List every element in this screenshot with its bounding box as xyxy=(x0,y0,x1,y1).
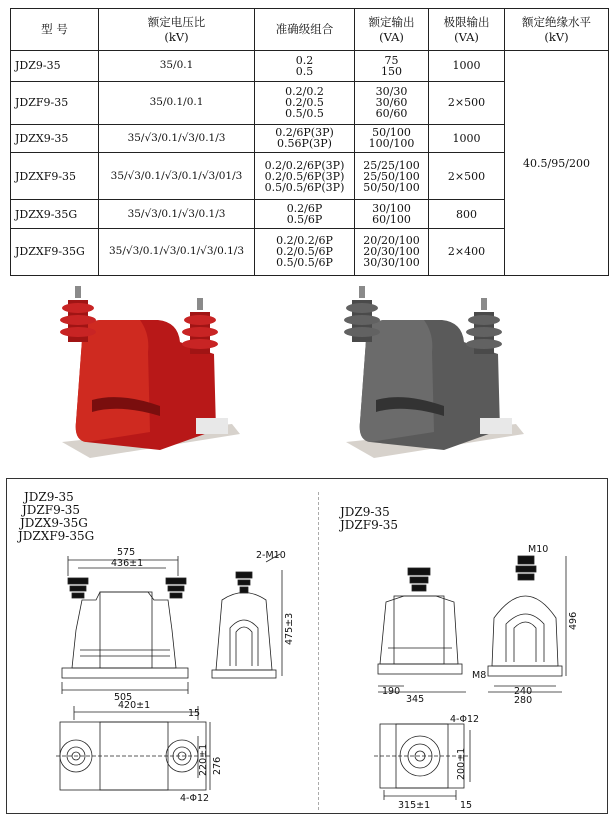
header-limit-output: 极限输出 (VA) xyxy=(429,9,505,51)
cell-rated-output: 50/100 100/100 xyxy=(355,124,429,153)
cell-rated-output: 30/100 60/100 xyxy=(355,200,429,229)
left-model-3: JDZX9-35G xyxy=(20,516,88,530)
header-rated-output: 额定输出 (VA) xyxy=(355,9,429,51)
dim-280: 280 xyxy=(514,695,533,706)
right-side-view xyxy=(488,556,566,692)
header-model: 型 号 xyxy=(11,9,99,51)
cell-rated-output: 30/30 30/60 60/60 xyxy=(355,81,429,124)
dim-190: 190 xyxy=(382,686,401,697)
dim-15-left: 15 xyxy=(188,708,201,719)
cell-limit-output: 1000 xyxy=(429,124,505,153)
cell-ratio: 35/√3/0.1/√3/0.1/3 xyxy=(99,200,255,229)
left-side-view xyxy=(212,554,282,678)
dim-220: 220±1 xyxy=(198,743,209,776)
left-model-1: JDZ9-35 xyxy=(24,490,74,504)
cell-model: JDZXF9-35G xyxy=(11,228,99,275)
cell-limit-output: 800 xyxy=(429,200,505,229)
cell-insulation: 40.5/95/200 xyxy=(505,51,609,276)
cell-rated-output: 20/20/100 20/30/100 30/30/100 xyxy=(355,228,429,275)
cell-model: JDZX9-35 xyxy=(11,124,99,153)
cell-model: JDZF9-35 xyxy=(11,81,99,124)
dim-496: 496 xyxy=(568,611,579,630)
dim-276: 276 xyxy=(212,756,223,775)
dim-holes-left: 4-Φ12 xyxy=(180,793,210,804)
dim-m8: M8 xyxy=(472,670,487,681)
cell-ratio: 35/0.1/0.1 xyxy=(99,81,255,124)
header-insulation: 额定绝缘水平 (kV) xyxy=(505,9,609,51)
dim-15-right: 15 xyxy=(460,800,473,811)
cell-model: JDZ9-35 xyxy=(11,51,99,82)
cell-ratio: 35/0.1 xyxy=(99,51,255,82)
dim-345: 345 xyxy=(406,694,425,705)
left-front-view xyxy=(62,556,188,694)
header-accuracy: 准确级组合 xyxy=(255,9,355,51)
cell-ratio: 35/√3/0.1/√3/0.1/3 xyxy=(99,124,255,153)
cell-rated-output: 25/25/100 25/50/100 50/50/100 xyxy=(355,153,429,200)
left-plan-view xyxy=(56,706,210,790)
cell-accuracy: 0.2/6P 0.5/6P xyxy=(255,200,355,229)
dim-holes-right: 4-Φ12 xyxy=(450,714,480,725)
cell-model: JDZXF9-35 xyxy=(11,153,99,200)
cell-accuracy: 0.2 0.5 xyxy=(255,51,355,82)
left-model-2: JDZF9-35 xyxy=(22,503,81,517)
right-model-1: JDZ9-35 xyxy=(340,505,390,519)
cell-accuracy: 0.2/0.2/6P(3P) 0.2/0.5/6P(3P) 0.5/0.5/6P(3P) xyxy=(255,153,355,200)
cell-rated-output: 75 150 xyxy=(355,51,429,82)
left-model-4: JDZXF9-35G xyxy=(18,529,95,543)
cell-ratio: 35/√3/0.1/√3/0.1/√3/0.1/3 xyxy=(99,228,255,275)
dim-315: 315±1 xyxy=(398,800,431,811)
dim-475: 475±3 xyxy=(284,612,295,645)
cell-accuracy: 0.2/6P(3P) 0.56P(3P) xyxy=(255,124,355,153)
dim-505: 505 xyxy=(114,692,133,703)
header-ratio: 额定电压比 (kV) xyxy=(99,9,255,51)
cell-ratio: 35/√3/0.1/√3/0.1/√3/01/3 xyxy=(99,153,255,200)
cell-accuracy: 0.2/0.2 0.2/0.5 0.5/0.5 xyxy=(255,81,355,124)
cell-model: JDZX9-35G xyxy=(11,200,99,229)
dim-240: 240 xyxy=(514,686,533,697)
dim-575: 575 xyxy=(117,547,136,558)
right-model-2: JDZF9-35 xyxy=(340,518,399,532)
dim-420: 420±1 xyxy=(118,700,151,711)
right-front-view xyxy=(378,568,466,692)
cell-limit-output: 2×500 xyxy=(429,153,505,200)
dim-m10-right: M10 xyxy=(528,544,549,555)
dim-200: 200±1 xyxy=(456,747,467,780)
cell-limit-output: 2×500 xyxy=(429,81,505,124)
cell-accuracy: 0.2/0.2/6P 0.2/0.5/6P 0.5/0.5/6P xyxy=(255,228,355,275)
dim-2-m10: 2-M10 xyxy=(256,550,286,561)
cell-limit-output: 2×400 xyxy=(429,228,505,275)
dim-436: 436±1 xyxy=(111,558,144,569)
cell-limit-output: 1000 xyxy=(429,51,505,82)
